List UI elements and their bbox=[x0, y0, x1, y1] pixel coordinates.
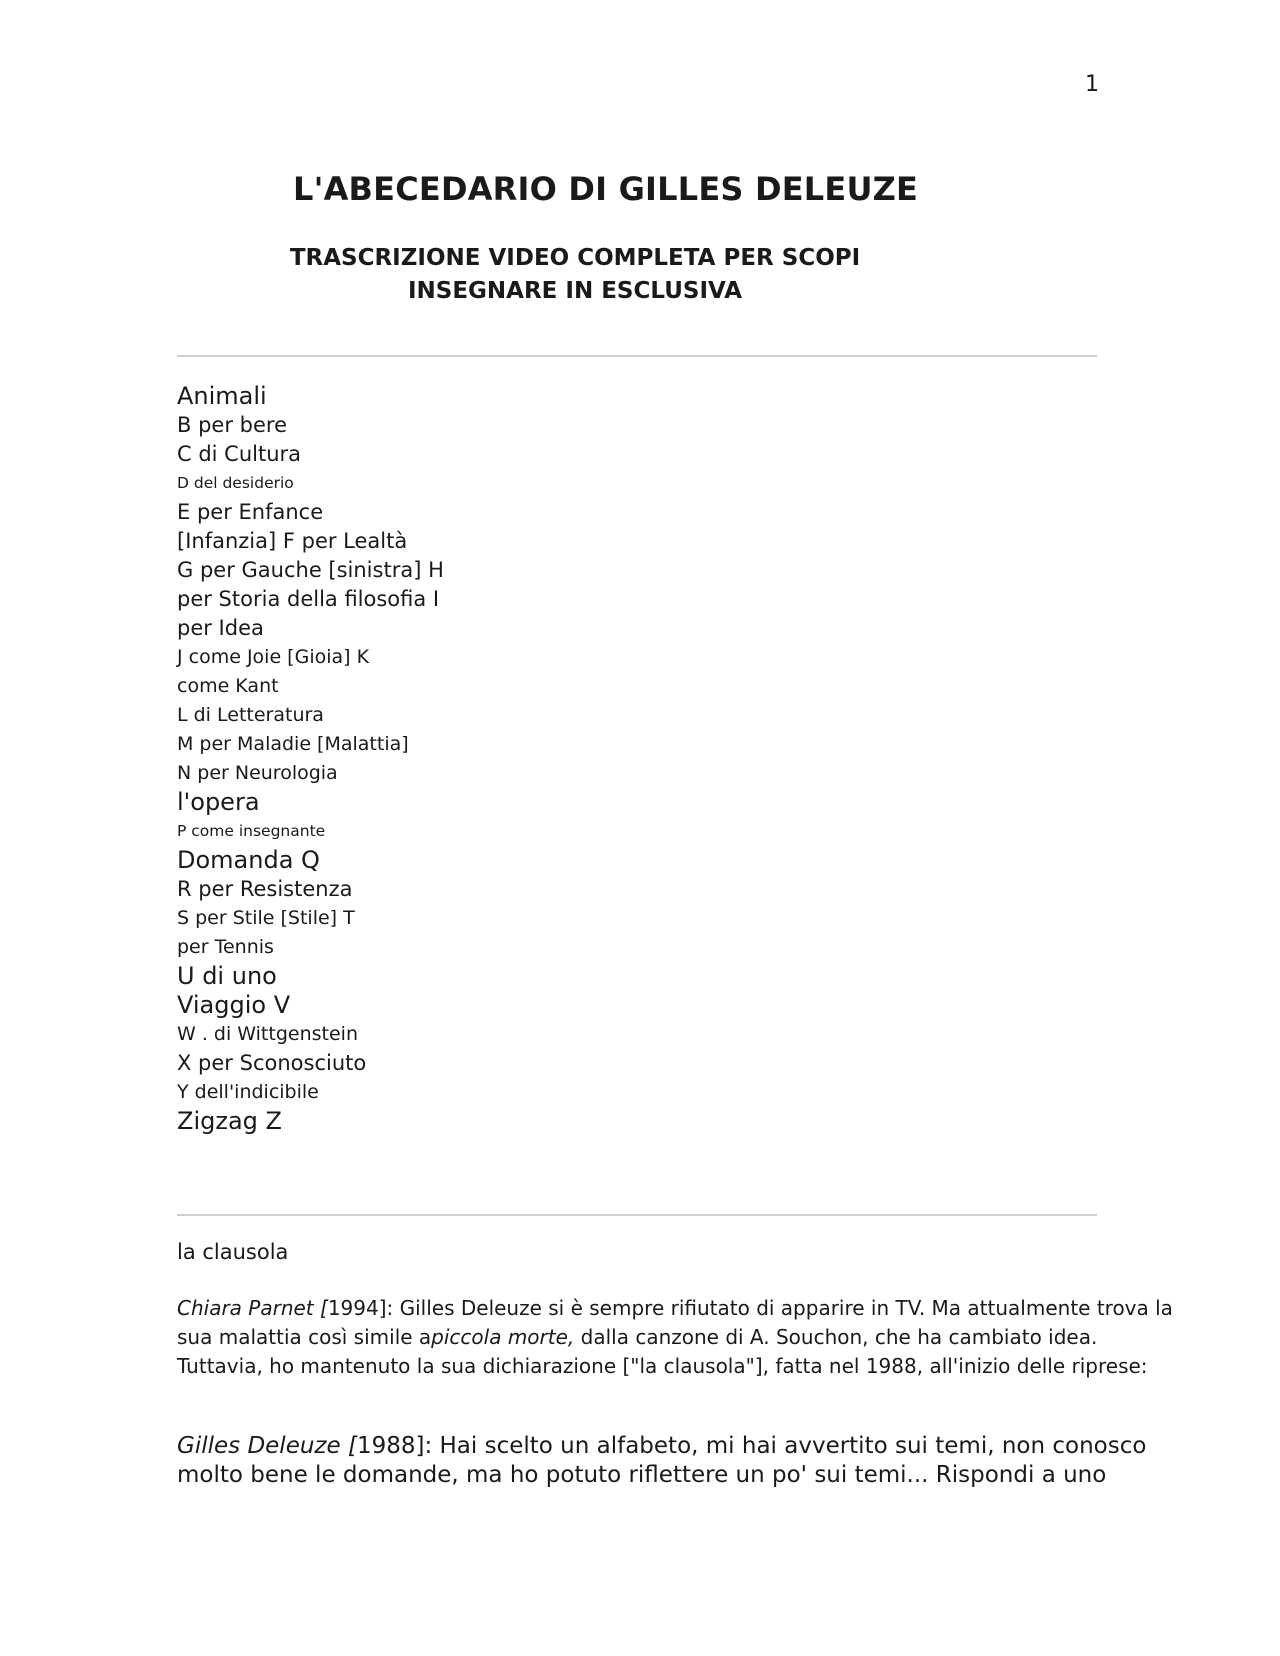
paragraph-line: sua malattia così simile apiccola morte, dalla canzone di A. Souchon, che ha cambiato idea. bbox=[177, 1325, 1098, 1349]
toc-item: U di uno bbox=[177, 962, 277, 990]
toc-item: P come insegnante bbox=[177, 822, 326, 840]
toc-item: per Idea bbox=[177, 616, 264, 640]
toc-item: per Storia della filosofia I bbox=[177, 587, 440, 611]
toc-item: l'opera bbox=[177, 788, 260, 816]
toc-item: R per Resistenza bbox=[177, 877, 353, 901]
table-of-contents bbox=[177, 382, 444, 1136]
toc-item: E per Enfance bbox=[177, 500, 324, 524]
speaker-name: Gilles Deleuze [ bbox=[177, 1433, 357, 1459]
deleuze-paragraph bbox=[177, 1432, 1147, 1490]
toc-item: X per Sconosciuto bbox=[177, 1051, 367, 1075]
toc-item: B per bere bbox=[177, 413, 287, 437]
clause-label: la clausola bbox=[177, 1240, 289, 1264]
toc-item: [Infanzia] F per Lealtà bbox=[177, 529, 408, 553]
toc-item: come Kant bbox=[177, 675, 279, 697]
toc-item: Domanda Q bbox=[177, 846, 320, 874]
toc-item: per Tennis bbox=[177, 936, 274, 958]
toc-item: Viaggio V bbox=[177, 991, 291, 1019]
paragraph-line: Chiara Parnet [1994]: Gilles Deleuze si è sempre rifiutato di apparire in TV. Ma attualmente trova la bbox=[177, 1296, 1173, 1320]
subtitle-line-2: INSEGNARE IN ESCLUSIVA bbox=[407, 278, 743, 304]
toc-item: C di Cultura bbox=[177, 442, 302, 466]
top-divider bbox=[177, 355, 1097, 357]
toc-item: Zigzag Z bbox=[177, 1107, 282, 1135]
paragraph-line: molto bene le domande, ma ho potuto riflettere un po' sui temi... Rispondi a uno bbox=[177, 1462, 1107, 1488]
document-title: L'ABECEDARIO DI GILLES DELEUZE bbox=[293, 170, 919, 208]
speaker-name: Chiara Parnet [ bbox=[177, 1296, 328, 1320]
bottom-divider bbox=[177, 1214, 1097, 1216]
toc-item: D del desiderio bbox=[177, 474, 294, 492]
document-subtitle bbox=[250, 242, 900, 308]
toc-item: Animali bbox=[177, 382, 267, 410]
toc-item: J come Joie [Gioia] K bbox=[177, 646, 370, 668]
toc-item: W . di Wittgenstein bbox=[177, 1023, 358, 1045]
toc-item: S per Stile [Stile] T bbox=[177, 907, 355, 929]
toc-item: L di Letteratura bbox=[177, 704, 324, 726]
toc-item: Y dell'indicibile bbox=[177, 1081, 319, 1103]
paragraph-line: Tuttavia, ho mantenuto la sua dichiarazione ["la clausola"], fatta nel 1988, all'inizio delle riprese: bbox=[177, 1354, 1148, 1378]
song-title: piccola morte, bbox=[431, 1325, 575, 1349]
toc-item: M per Maladie [Malattia] bbox=[177, 733, 409, 755]
toc-item: N per Neurologia bbox=[177, 762, 338, 784]
parnet-paragraph bbox=[177, 1294, 1173, 1381]
paragraph-line: Gilles Deleuze [1988]: Hai scelto un alfabeto, mi hai avvertito sui temi, non conosco bbox=[177, 1433, 1147, 1459]
page-number: 1 bbox=[1085, 72, 1099, 97]
subtitle-line-1: TRASCRIZIONE VIDEO COMPLETA PER SCOPI bbox=[289, 245, 861, 271]
toc-item: G per Gauche [sinistra] H bbox=[177, 558, 444, 582]
